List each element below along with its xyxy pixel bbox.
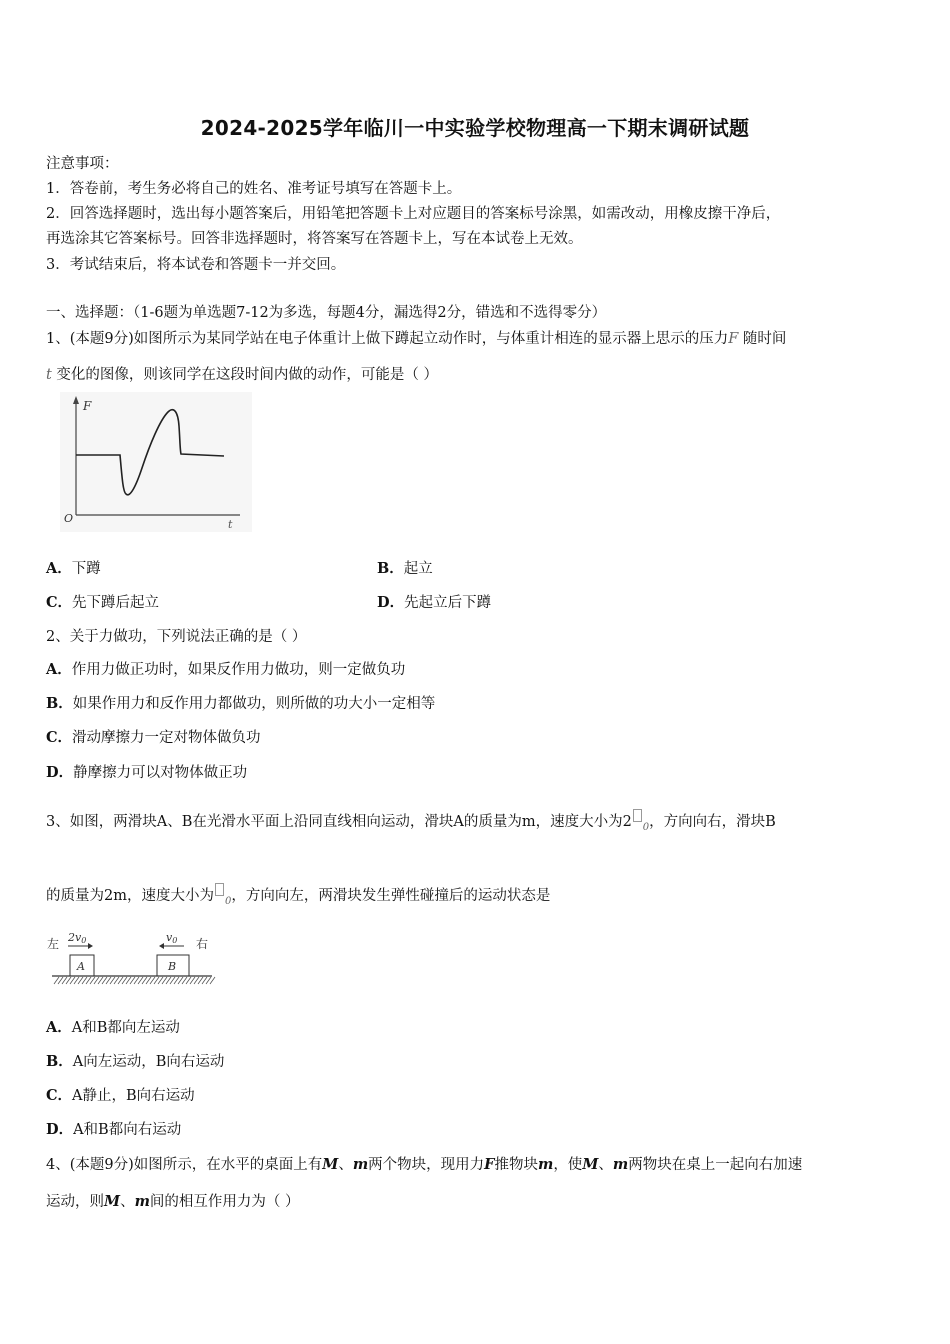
ground-hatching — [54, 977, 215, 984]
y-axis-label: F — [83, 399, 92, 413]
q3-stem-line2: 的质量为2m，速度大小为 $_0$，方向向左，两滑块发生弹性碰撞后的运动状态是 — [46, 883, 550, 907]
q3-stem-line1: 3、如图，两滑块A、B在光滑水平面上沿同直线相向运动，滑块A的质量为m，速度大小为2 $_0$，方向向右，滑块B — [46, 809, 776, 833]
q3-option-a[interactable]: A．A和B都向左运动 — [46, 1019, 180, 1036]
section-heading: 一、选择题：（1-6题为单选题7-12为多选，每题4分，漏选得2分，错选和不选得零分） — [46, 305, 607, 321]
notice-item-2: 2．回答选择题时，选出每小题答案后，用铅笔把答题卡上对应题目的答案标号涂黑，如需改动，用橡皮擦干净后， — [46, 206, 781, 222]
notice-item-1: 1．答卷前，考生务必将自己的姓名、准考证号填写在答题卡上。 — [46, 181, 462, 197]
q3-option-b[interactable]: B．A向左运动，B向右运动 — [46, 1053, 225, 1070]
block-a-label: A — [77, 960, 85, 973]
q2-stem: 2、关于力做功，下列说法正确的是（ ） — [46, 629, 307, 645]
left-label: 左 — [47, 937, 60, 951]
missing-glyph-box — [215, 883, 224, 896]
q1-option-d[interactable]: D．先起立后下蹲 — [377, 594, 492, 611]
q1-option-c[interactable]: C．先下蹲后起立 — [46, 594, 160, 611]
origin-label: O — [64, 512, 74, 525]
x-axis-label: t — [228, 518, 233, 531]
q1-force-time-graph — [60, 392, 252, 532]
right-label: 右 — [196, 937, 209, 951]
q3-collision-figure — [46, 926, 218, 992]
q4-stem-line2: 运动，则M、m间的相互作用力为（ ） — [46, 1193, 300, 1210]
q1-stem-line1: 1、(本题9分)如图所示为某同学站在电子体重计上做下蹲起立动作时，与体重计相连的显示器上思示的压力F 随时间 — [46, 331, 787, 347]
subscript-zero: 0 — [642, 821, 650, 833]
q2-option-c[interactable]: C．滑动摩擦力一定对物体做负功 — [46, 729, 261, 746]
q3-option-c[interactable]: C．A静止，B向右运动 — [46, 1087, 195, 1104]
var-t: t — [46, 367, 52, 383]
notice-heading: 注意事项： — [46, 156, 119, 172]
page-title: 2024-2025学年临川一中实验学校物理高一下期末调研试题 — [200, 116, 750, 140]
q3-option-d[interactable]: D．A和B都向右运动 — [46, 1121, 182, 1138]
q2-option-d[interactable]: D．静摩擦力可以对物体做正功 — [46, 764, 248, 781]
missing-glyph-box — [633, 809, 642, 822]
q1-stem-line2: t 变化的图像，则该同学在这段时间内做的动作，可能是（ ） — [46, 367, 439, 383]
arrow-left-icon — [159, 943, 164, 949]
q1-option-a[interactable]: A．下蹲 — [46, 560, 101, 577]
var-F: F — [728, 331, 739, 347]
q4-stem-line1: 4、(本题9分)如图所示，在水平的桌面上有M、m两个物块，现用力F推物块m，使M、m两物块在桌上一起向右加速 — [46, 1156, 803, 1173]
notice-item-3: 3．考试结束后，将本试卷和答题卡一并交回。 — [46, 257, 346, 273]
notice-item-2-cont: 再选涂其它答案标号。回答非选择题时，将答案写在答题卡上，写在本试卷上无效。 — [46, 231, 583, 247]
velocity-a-label: 2v0 — [68, 931, 87, 945]
subscript-zero: 0 — [224, 895, 232, 907]
arrow-right-icon — [88, 943, 93, 949]
block-b-label: B — [168, 960, 177, 973]
q2-option-b[interactable]: B．如果作用力和反作用力都做功，则所做的功大小一定相等 — [46, 695, 436, 712]
velocity-b-label: v0 — [166, 931, 178, 945]
q2-option-a[interactable]: A．作用力做正功时，如果反作用力做功，则一定做负功 — [46, 661, 406, 678]
q1-option-b[interactable]: B．起立 — [377, 560, 433, 577]
